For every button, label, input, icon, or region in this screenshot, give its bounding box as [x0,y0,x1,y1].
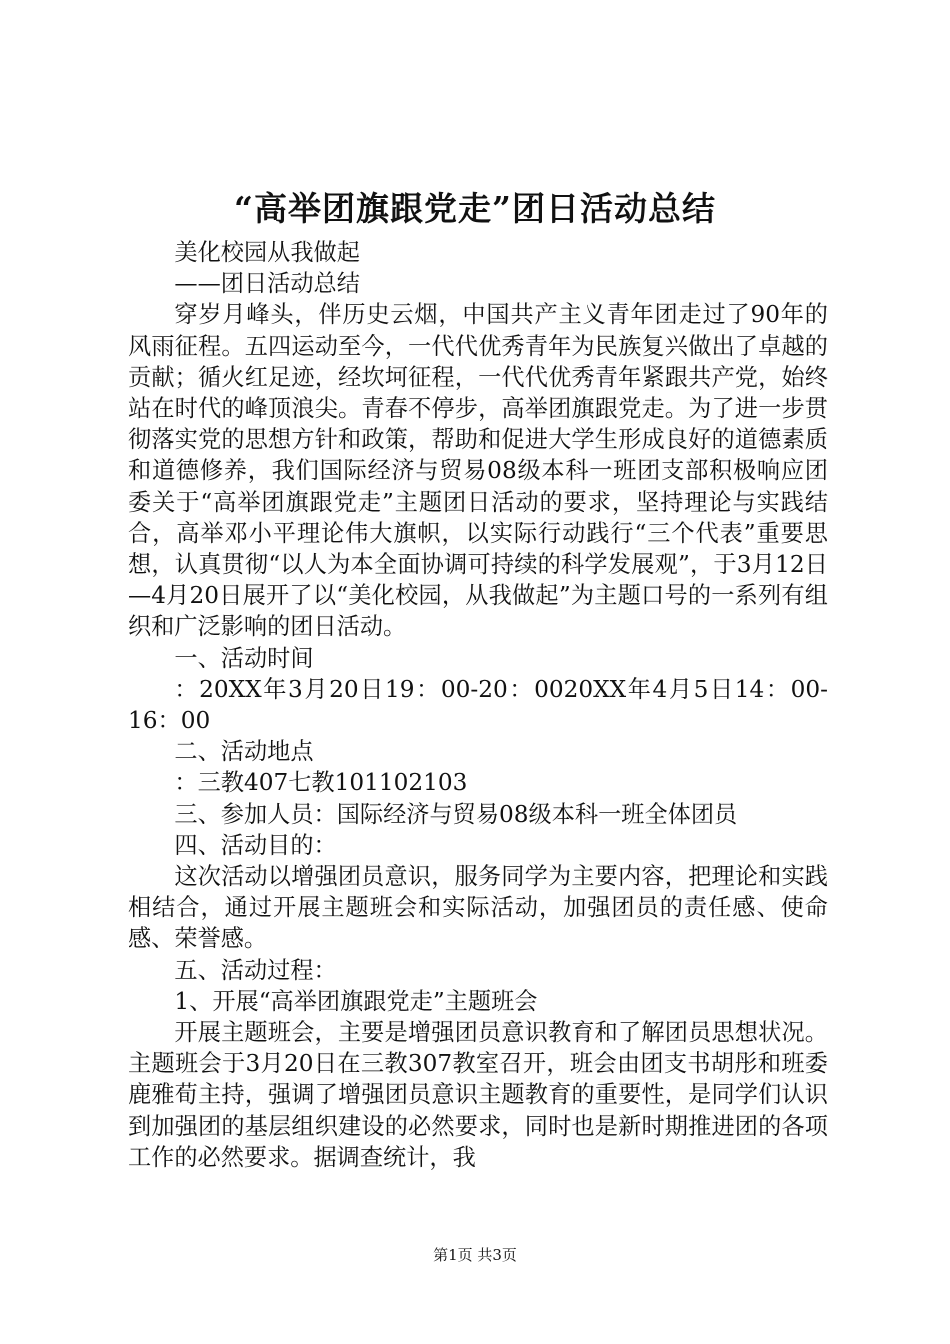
page-footer: 第1页 共3页 [433,1246,517,1264]
document-title: “高举团旗跟党走”团日活动总结 [234,189,716,228]
section-heading: 二、活动地点 [174,738,314,766]
section-heading: 五、活动过程： [174,956,337,984]
activity-location: ：三教407七教101102103 [174,769,468,797]
intro-paragraph: 穿岁月峰头，伴历史云烟，中国共产主义青年团走过了90年的风雨征程。五四运动至今，一代代优秀青年为民族复兴做出了卓越的贡献；循火红足迹，经坎坷征程，一代代优秀青年紧跟共产党，始终站在时代的峰顶浪尖。青春不停步，高举团旗跟党走。为了进一步贯彻落实党的思想方针和政策，帮助和促进大学生形成良好的道德素质和道德修养，我们国际经济与贸易08级本科一班团支部积极响应团委关于“高举团旗跟党走”主题团日活动的要求，坚持理论与实践结合，高举邓小平理论伟大旗帜，以实际行动践行“三个代表”重要思想，认真贯彻“以人为本全面协调可持续的科学发展观”，于3月12日—4月20日展开了以“美化校园，从我做起”为主题口号的一系列有组织和广泛影响的团日活动。 [128,301,828,641]
subsection-heading: 1、开展“高举团旗跟党走”主题班会 [174,987,538,1015]
section-heading: 一、活动时间 [174,644,314,672]
process-paragraph: 开展主题班会，主要是增强团员意识教育和了解团员思想状况。主题班会于3月20日在三教307教室召开，班会由团支书胡彤和班委鹿雅荀主持，强调了增强团员意识主题教育的重要性，是同学们认识到加强团的基层组织建设的必然要求，同时也是新时期推进团的各项工作的必然要求。据调查统计，我 [128,1019,828,1171]
document-body [128,237,828,1173]
purpose-paragraph: 这次活动以增强团员意识，服务同学为主要内容，把理论和实践相结合，通过开展主题班会和实际活动，加强团员的责任感、使命感、荣誉感。 [128,863,828,953]
participants-line: 三、参加人员：国际经济与贸易08级本科一班全体团员 [174,800,738,828]
section-heading: 四、活动目的： [174,831,337,859]
subtitle-line: ——团日活动总结 [174,270,360,298]
activity-time: ：20XX年3月20日19：00-20：0020XX年4月5日14：00-16：00 [128,675,828,735]
subtitle-line: 美化校园从我做起 [174,239,360,266]
